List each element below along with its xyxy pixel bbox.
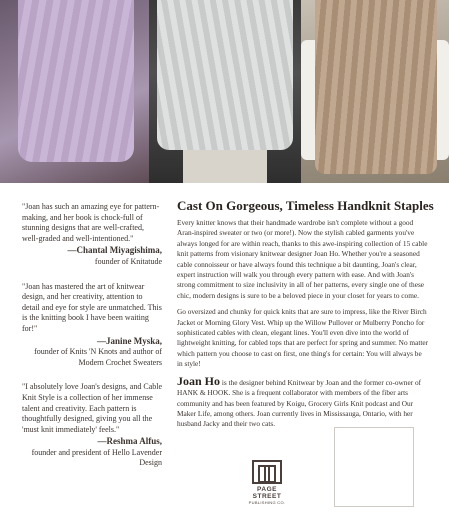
- grey-cable-sweater-image: [157, 0, 293, 150]
- headline: Cast On Gorgeous, Timeless Handknit Staples: [177, 198, 434, 213]
- barcode-box: [334, 427, 414, 507]
- publisher-logo-icon: [252, 460, 282, 484]
- photo-lavender-sweater: [0, 0, 149, 183]
- photo-grey-sweater: [149, 0, 301, 183]
- testimonial-author: —Janine Myska,: [96, 335, 162, 346]
- testimonial-quote: "I absolutely love Joan's designs, and Cable Knit Style is a collection of her immense talent and creativity. Each pattern is thoughtfully designed, giving you all the 'must knit immediately' feels.": [22, 382, 163, 434]
- testimonial-attribution: [22, 245, 162, 267]
- author-name: Joan Ho: [177, 373, 221, 388]
- tan-cable-vest-image: [315, 0, 437, 174]
- testimonial-2: [22, 282, 162, 369]
- author-bio-text: is the designer behind Knitwear by Joan and the former co-owner of HANK & HOOK. She is a frequent collaborator with members of the fiber arts community and has been featured by Koigu, Grocery Girls Knit podcast and Our Maker Life, among others. Joan currently lives in Mississauga, Ontario, with her husband Jacky and their two cats.: [177, 377, 422, 429]
- description-paragraph-1: Every knitter knows that their handmade wardrobe isn't complete without a good Aran-inspired sweater or two (or more!). Now the stylish cabled garments you've always longed for are within reach, thanks to this awe-inspiring collection of 15 cable knit patterns from visionary knitwear designer Joan Ho. Whether you're a seasoned cable connoisseur or have always found this technique a bit daunting, Joan's clear, expert instruction will walk you through every pattern with ease. And with Joan's strong commitment to size inclusivity in all of her patterns, every single one of these chic, modern designs is sure to be a beloved piece in your closet for years to come.: [177, 218, 428, 300]
- description-paragraph-2: Go oversized and chunky for quick knits that are sure to impress, like the River Birch Jacket or Morning Glory Vest. Whip up the Willow Pullover or Mulberry Poncho for sophisticated cables with clean, elegant lines. You'll even dive into the world of lightweight knitting, for cabled tops that are perfect for spring and summer. No matter which pattern you choose to cast on first, one thing's for certain: You will always be in style!: [177, 307, 429, 369]
- testimonial-attribution: [22, 436, 162, 469]
- testimonial-1: [22, 202, 162, 268]
- testimonial-role: founder of Knits 'N Knots and author of Modern Crochet Sweaters: [34, 347, 162, 367]
- author-bio: [177, 373, 429, 430]
- testimonial-quote: "Joan has mastered the art of knitwear design, and her creativity, attention to detail and eye for style are unmatched. This is the knitting book I have been waiting for!": [22, 281, 162, 333]
- testimonial-author: —Reshma Alfus,: [97, 436, 162, 447]
- publisher-logo: [245, 460, 289, 512]
- testimonial-role: founder of Knitatude: [94, 256, 162, 266]
- testimonial-quote: "Joan has such an amazing eye for pattern-making, and her book is chock-full of stunning designs that are well-crafted, well-graded and well-intentioned.": [22, 202, 160, 243]
- testimonials-column: [22, 202, 162, 469]
- skirt-image: [183, 150, 267, 183]
- testimonial-3: [22, 382, 162, 469]
- lavender-cable-sweater-image: [18, 0, 134, 162]
- photo-tan-vest: [301, 0, 449, 183]
- publisher-name: PAGE STREET: [252, 486, 282, 500]
- testimonial-author: —Chantal Miyagishima,: [67, 245, 162, 256]
- cover-photo-strip: [0, 0, 449, 183]
- publisher-subtitle: PUBLISHING CO.: [248, 500, 286, 505]
- testimonial-attribution: [22, 336, 162, 369]
- main-copy: [177, 198, 434, 430]
- testimonial-role: founder and president of Hello Lavender Design: [31, 447, 162, 468]
